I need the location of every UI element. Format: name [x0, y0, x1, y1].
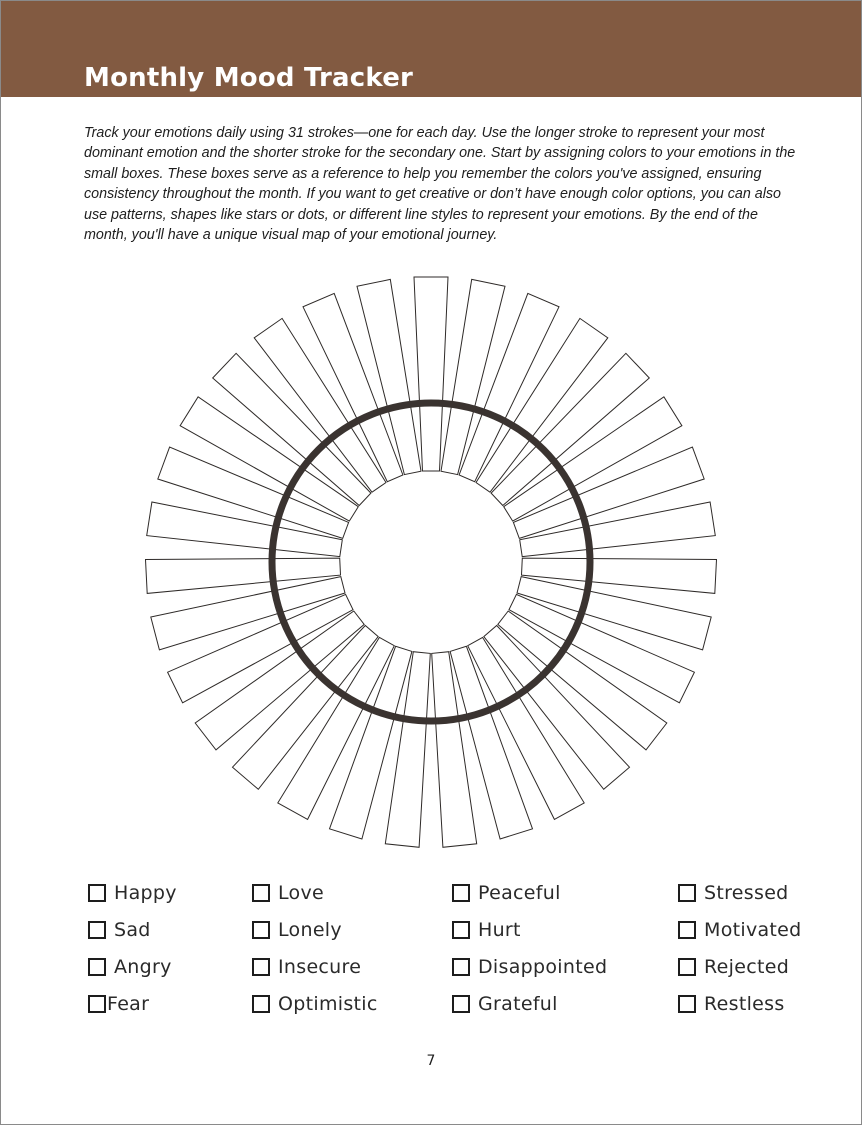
emotion-option-angry[interactable] — [88, 952, 172, 982]
emotion-label: Love — [278, 882, 325, 904]
emotion-option-rejected[interactable] — [678, 952, 789, 982]
emotion-option-fear[interactable] — [88, 989, 149, 1019]
emotion-option-restless[interactable] — [678, 989, 785, 1019]
emotion-checkbox[interactable] — [88, 958, 106, 976]
day-stroke-1[interactable] — [414, 277, 448, 471]
emotion-checkbox[interactable] — [252, 921, 270, 939]
emotion-label: Grateful — [478, 993, 558, 1015]
page-title: Monthly Mood Tracker — [84, 63, 414, 93]
emotion-label: Optimistic — [278, 993, 378, 1015]
emotion-label: Stressed — [704, 882, 789, 904]
emotion-label: Restless — [704, 993, 785, 1015]
emotion-option-disappointed[interactable] — [452, 952, 607, 982]
emotion-label: Rejected — [704, 956, 790, 978]
emotion-label: Lonely — [278, 919, 342, 941]
emotion-option-sad[interactable] — [88, 915, 151, 945]
emotion-checkbox[interactable] — [452, 958, 470, 976]
emotion-label: Happy — [114, 882, 177, 904]
emotion-option-motivated[interactable] — [678, 915, 802, 945]
emotion-checkbox[interactable] — [678, 884, 696, 902]
emotion-option-happy[interactable] — [88, 878, 177, 908]
emotion-option-love[interactable] — [252, 878, 324, 908]
instructions-paragraph: Track your emotions daily using 31 strokes—one for each day. Use the longer stroke to represent your most dominant emotion and the shorter stroke for the secondary one. Start by assigning colors to your emotions in the small boxes. These boxes serve as a reference to help you remember the colors you've assigned, ensuring consistency throughout the month. If you want to get creative or don’t have enough color options, you can also use patterns, shapes like stars or dots, or different line styles to represent your emotions. By the end of the month, you'll have a unique visual map of your emotional journey. — [84, 125, 796, 244]
emotion-checkbox[interactable] — [88, 921, 106, 939]
emotion-checkbox[interactable] — [452, 995, 470, 1013]
emotion-checkbox[interactable] — [252, 995, 270, 1013]
emotion-checkbox[interactable] — [452, 884, 470, 902]
emotion-checkbox[interactable] — [678, 921, 696, 939]
emotion-label: Fear — [107, 993, 150, 1015]
emotion-option-insecure[interactable] — [252, 952, 361, 982]
emotion-label: Hurt — [478, 919, 521, 941]
emotion-option-grateful[interactable] — [452, 989, 558, 1019]
emotion-option-hurt[interactable] — [452, 915, 521, 945]
day-strokes — [146, 277, 717, 847]
emotion-label: Disappointed — [478, 956, 608, 978]
emotion-label: Angry — [114, 956, 172, 978]
emotion-label: Peaceful — [478, 882, 561, 904]
emotion-checkbox[interactable] — [252, 884, 270, 902]
emotion-checkbox[interactable] — [88, 995, 106, 1013]
emotion-option-peaceful[interactable] — [452, 878, 561, 908]
emotion-label: Insecure — [278, 956, 362, 978]
emotion-checkbox[interactable] — [452, 921, 470, 939]
emotion-option-stressed[interactable] — [678, 878, 789, 908]
emotion-label: Motivated — [704, 919, 802, 941]
page-number: 7 — [426, 1053, 436, 1069]
emotion-checkbox[interactable] — [678, 995, 696, 1013]
emotion-option-lonely[interactable] — [252, 915, 342, 945]
emotion-checkbox[interactable] — [252, 958, 270, 976]
emotion-option-optimistic[interactable] — [252, 989, 378, 1019]
emotion-checkbox[interactable] — [88, 884, 106, 902]
emotion-label: Sad — [114, 919, 151, 941]
emotion-checkbox[interactable] — [678, 958, 696, 976]
